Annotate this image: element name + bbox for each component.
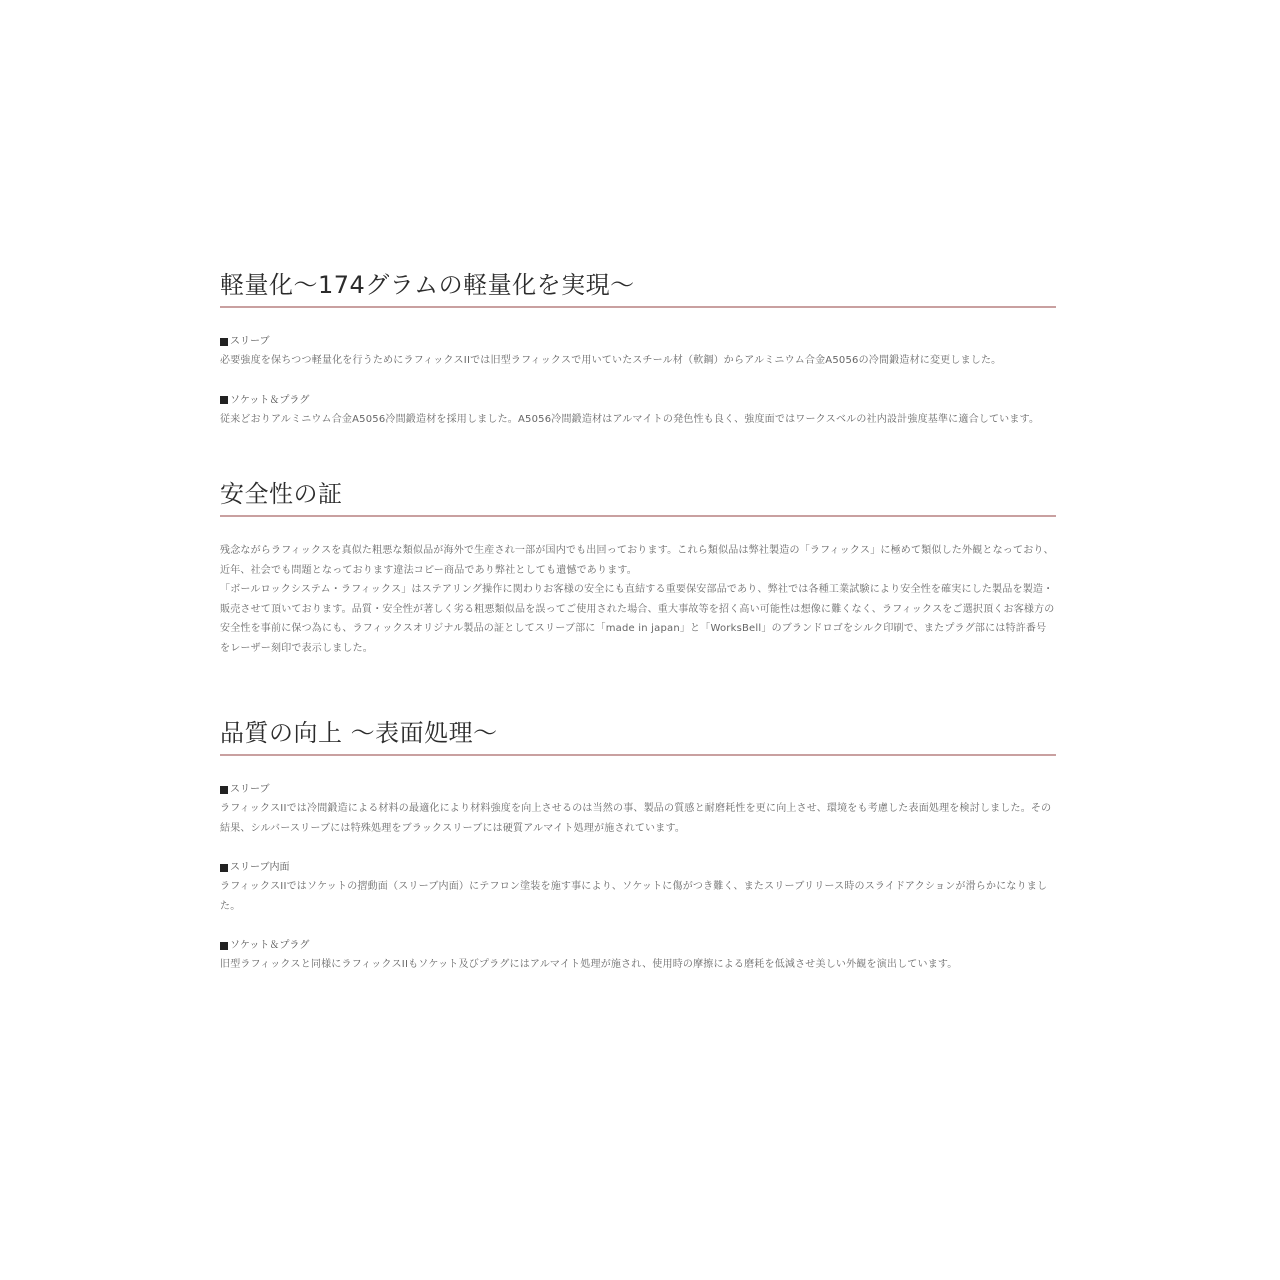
black-square-icon: [220, 864, 228, 872]
item-heading: [220, 858, 1056, 877]
section-title: 安全性の証: [220, 479, 1056, 517]
item-body: 旧型ラフィックスと同様にラフィックスIIもソケット及びプラグにはアルマイト処理が施され、使用時の摩擦による磨耗を低減させ美しい外観を演出しています。: [220, 959, 958, 970]
item-heading-label: ソケット＆プラグ: [230, 394, 310, 406]
item-sleeve-inner: [220, 858, 1056, 916]
section-spacer: [220, 429, 1056, 479]
paragraph: 「ボールロックシステム・ラフィックス」はステアリング操作に関わりお客様の安全にも直結する重要保安部品であり、弊社では各種工業試験により安全性を確実にした製品を製造・販売させて頂いております。品質・安全性が著しく劣る粗悪類似品を誤ってご使用された場合、重大事故等を招く高い可能性は想像に難くなく、ラフィックスをご選択頂くお客様方の安全性を事前に保つ為にも、ラフィックスオリジナル製品の証としてスリーブ部に「made in japan」と「WorksBell」のブランドロゴをシルク印刷で、またプラグ部には特許番号をレーザー刻印で表示しました。: [220, 584, 1055, 654]
black-square-icon: [220, 396, 228, 404]
section-items: [220, 308, 1056, 429]
item-heading-label: スリーブ: [230, 336, 270, 347]
item-sleeve: [220, 780, 1056, 838]
section-quality: [220, 718, 1056, 975]
item-heading-label: ソケット＆プラグ: [230, 940, 310, 951]
section-spacer: [220, 658, 1056, 718]
item-socket-plug: [220, 391, 1056, 430]
item-heading: [220, 332, 1056, 351]
item-sleeve: [220, 332, 1056, 371]
item-heading-label: スリーブ: [230, 784, 270, 795]
item-heading: [220, 780, 1056, 799]
item-socket-plug: [220, 936, 1056, 975]
black-square-icon: [220, 338, 228, 346]
item-body: ラフィックスIIでは冷間鍛造による材料の最適化により材料強度を向上させるのは当然の事、製品の質感と耐磨耗性を更に向上させ、環境をも考慮した表面処理を検討しました。その結果、シルバースリーブには特殊処理をブラックスリーブには硬質アルマイト処理が施されています。: [220, 803, 1052, 834]
section-items: [220, 517, 1056, 658]
section-safety: [220, 479, 1056, 658]
item-heading: [220, 391, 1056, 410]
item-body: ラフィックスIIではソケットの摺動面（スリーブ内面）にテフロン塗装を施す事により、ソケットに傷がつき難く、またスリーブリリース時のスライドアクションが滑らかになりました。: [220, 881, 1048, 912]
section-title: 軽量化～174グラムの軽量化を実現～: [220, 270, 1056, 308]
paragraph: 残念ながらラフィックスを真似た粗悪な類似品が海外で生産され一部が国内でも出回っております。これら類似品は弊社製造の「ラフィックス」に極めて類似した外観となっており、近年、社会でも問題となっております違法コピー商品であり弊社としても遺憾であります。: [220, 545, 1054, 576]
item-body: 従来どおりアルミニウム合金A5056冷間鍛造材を採用しました。A5056冷間鍛造材はアルマイトの発色性も良く、強度面ではワークスベルの社内設計強度基準に適合しています。: [220, 413, 1040, 425]
section-weight-reduction: [220, 270, 1056, 429]
black-square-icon: [220, 786, 228, 794]
black-square-icon: [220, 942, 228, 950]
item-heading: [220, 936, 1056, 955]
section-items: [220, 756, 1056, 975]
page-content: [220, 270, 1056, 975]
item-body: 必要強度を保ちつつ軽量化を行うためにラフィックスIIでは旧型ラフィックスで用いていたスチール材（軟鋼）からアルミニウム合金A5056の冷間鍛造材に変更しました。: [220, 355, 1002, 366]
section-title: 品質の向上 ～表面処理～: [220, 718, 1056, 756]
item-heading-label: スリーブ内面: [230, 862, 290, 873]
